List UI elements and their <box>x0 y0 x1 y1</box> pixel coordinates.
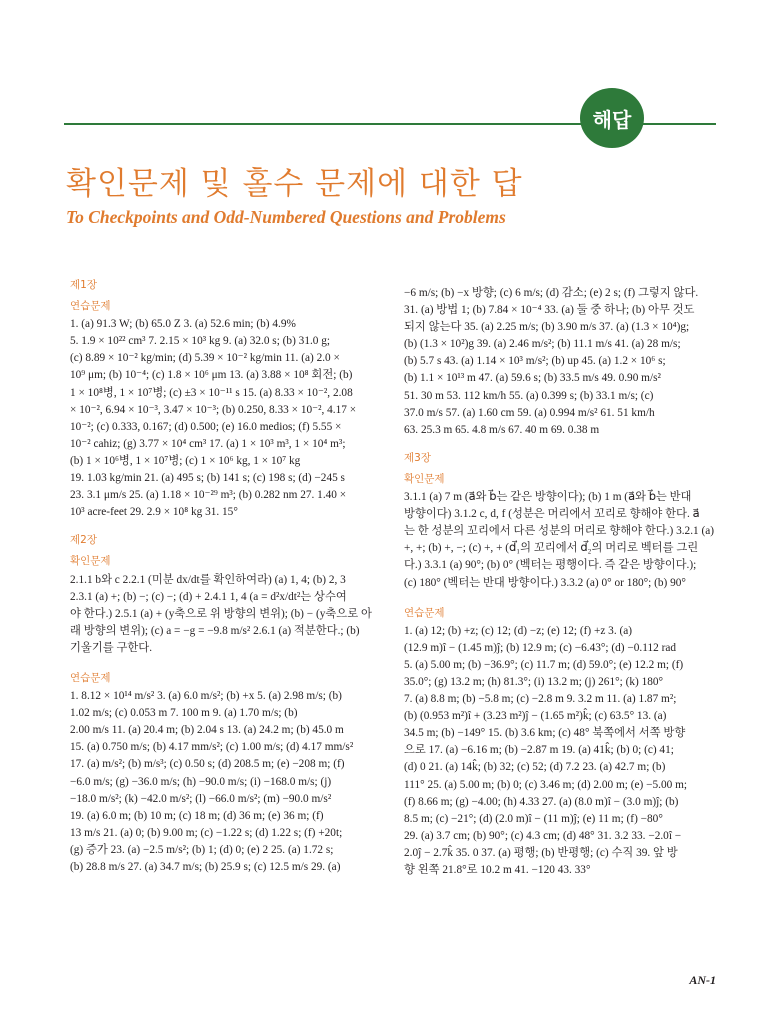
answer-line: 13 m/s 21. (a) 0; (b) 9.00 m; (c) −1.22 s; (d) 1.22 s; (f) +20t; <box>70 826 343 839</box>
chapter-1-heading: 제1장 <box>70 279 97 291</box>
answer-line: (c) 180° (벡터는 반대 방향이다.) 3.3.2 (a) 0° or 180°; (b) 90° <box>404 576 686 589</box>
answer-line: 7. (a) 8.8 m; (b) −5.8 m; (c) −2.8 m 9. 3.2 m 11. (a) 1.87 m²; <box>404 693 677 706</box>
answer-line: 2.00 m/s 11. (a) 20.4 m; (b) 2.04 s 13. (a) 24.2 m; (b) 45.0 m <box>70 724 344 737</box>
answer-line: (b) 1.1 × 10¹³ m 47. (a) 59.6 s; (b) 33.5 m/s 49. 0.90 m/s² <box>404 372 661 385</box>
chapter-1-exercises-heading: 연습문제 <box>70 300 111 313</box>
chapter-2-heading: 제2장 <box>70 534 97 547</box>
answer-line: 35.0°; (g) 13.2 m; (h) 81.3°; (i) 13.2 m; (j) 261°; (k) 180° <box>404 675 664 688</box>
answer-line: 1 × 10⁸병, 1 × 10⁷병; (c) ±3 × 10⁻¹¹ s 15. (a) 8.33 × 10⁻², 2.08 <box>70 386 353 399</box>
page-number: AN-1 <box>689 973 716 987</box>
answer-line: 51. 30 m 53. 112 km/h 55. (a) 0.399 s; (b) 33.1 m/s; (c) <box>404 389 654 402</box>
answer-line: 2.0ĵ − 2.7k̂ 35. 0 37. (a) 평행; (b) 반평행; (c) 수직 39. 앞 방 <box>404 846 678 859</box>
answer-line: −6.0 m/s; (g) −36.0 m/s; (h) −90.0 m/s; (i) −168.0 m/s; (j) <box>70 775 332 788</box>
chapter-2-exercises-continued <box>404 285 716 439</box>
answer-line: 방향이다) 3.1.2 c, d, f (성분은 머리에서 꼬리로 향해야 한다. a⃗ <box>404 508 700 521</box>
answer-line: 1. 8.12 × 10¹⁴ m/s² 3. (a) 6.0 m/s²; (b) +x 5. (a) 2.98 m/s; (b) <box>70 690 342 703</box>
answer-line: 19. 1.03 kg/min 21. (a) 495 s; (b) 141 s; (c) 198 s; (d) −245 s <box>70 472 345 485</box>
answer-line: 10⁹ μm; (b) 10⁻⁴; (c) 1.8 × 10⁶ μm 13. (a) 3.88 × 10⁸ 회전; (b) <box>70 369 353 382</box>
answer-line: 래 방향의 변위); (c) a = −g = −9.8 m/s² 2.6.1 (a) 적분한다.; (b) <box>70 624 360 637</box>
answer-line: 31. (a) 방법 1; (b) 7.84 × 10⁻⁴ 33. (a) 둘 중 하나; (b) 아무 것도 <box>404 304 695 317</box>
answer-line: 되지 않는다 35. (a) 2.25 m/s; (b) 3.90 m/s 37. (a) (1.3 × 10⁴)g; <box>404 321 690 334</box>
right-column <box>404 285 716 879</box>
chapter-3-heading: 제3장 <box>404 451 431 464</box>
answer-line: 29. (a) 3.7 cm; (b) 90°; (c) 4.3 cm; (d) 48° 31. 3.2 33. −2.0î − <box>404 829 682 842</box>
answer-line: 17. (a) m/s²; (b) m/s³; (c) 0.50 s; (d) 208.5 m; (e) −208 m; (f) <box>70 758 345 771</box>
answer-line: (b) 28.8 m/s 27. (a) 34.7 m/s; (b) 25.9 s; (c) 12.5 m/s 29. (a) <box>70 861 341 873</box>
answer-line: (g) 증가 23. (a) −2.5 m/s²; (b) 1; (d) 0; (e) 2 25. (a) 1.72 s; <box>70 843 334 856</box>
answer-line: (b) (1.3 × 10²)g 39. (a) 2.46 m/s²; (b) 11.1 m/s 41. (a) 28 m/s; <box>404 338 681 351</box>
left-column <box>70 277 380 876</box>
answer-line: −18.0 m/s²; (k) −42.0 m/s²; (l) −66.0 m/s²; (m) −90.0 m/s² <box>70 792 332 805</box>
answer-line: 5. 1.9 × 10²² cm³ 7. 2.15 × 10³ kg 9. (a) 32.0 s; (b) 31.0 g; <box>70 335 331 348</box>
answer-line: 15. (a) 0.750 m/s; (b) 4.17 mm/s²; (c) 1.00 m/s; (d) 4.17 mm/s² <box>70 741 354 754</box>
answer-line: 23. 3.1 μm/s 25. (a) 1.18 × 10⁻²⁹ m³; (b) 0.282 nm 27. 1.40 × <box>70 489 347 502</box>
answer-line: −6 m/s; (b) −x 방향; (c) 6 m/s; (d) 감소; (e) 2 s; (f) 그렇지 않다. <box>404 287 699 299</box>
answer-line: 기울기를 구한다. <box>70 641 153 654</box>
answer-line: × 10⁻², 6.94 × 10⁻³, 3.47 × 10⁻³; (b) 0.250, 8.33 × 10⁻², 4.17 × <box>70 403 357 416</box>
answer-line: (b) 5.7 s 43. (a) 1.14 × 10³ m/s²; (b) up 45. (a) 1.2 × 10⁶ s; <box>404 355 666 368</box>
chapter-2-checkpoints-heading: 확인문제 <box>70 555 111 568</box>
chapter-3-exercises <box>404 623 716 879</box>
page-title-korean: 확인문제 및 홀수 문제에 대한 답 <box>66 166 523 202</box>
answer-line: 는 한 성분의 꼬리에서 다른 성분의 머리로 향해야 한다.) 3.2.1 (a) <box>404 525 715 538</box>
answer-line: 10⁻² cahiz; (g) 3.77 × 10⁴ cm³ 17. (a) 1 × 10³ m³, 1 × 10⁴ m³; <box>70 437 346 450</box>
answer-line: 3.1.1 (a) 7 m (a⃗와 b⃗는 같은 방향이다); (b) 1 m (a⃗와 b⃗는 반대 <box>404 491 692 504</box>
answer-line: 야 한다.) 2.5.1 (a) + (y축으로 위 방향의 변위); (b) − (y축으로 아 <box>70 607 372 620</box>
answer-line: (f) 8.66 m; (g) −4.00; (h) 4.33 27. (a) (8.0 m)î − (3.0 m)ĵ; (b) <box>404 795 679 808</box>
answers-badge: 해답 <box>580 88 644 148</box>
chapter-3-checkpoints <box>404 489 716 592</box>
answer-line: 34.5 m; (b) −149° 15. (b) 3.6 km; (c) 48° 북쪽에서 서쪽 방향 <box>404 727 686 740</box>
answer-line: 1. (a) 91.3 W; (b) 65.0 Z 3. (a) 52.6 min; (b) 4.9% <box>70 318 296 331</box>
answer-line: 19. (a) 6.0 m; (b) 10 m; (c) 18 m; (d) 36 m; (e) 36 m; (f) <box>70 809 324 822</box>
answer-line: 2.3.1 (a) +; (b) −; (c) −; (d) + 2.4.1 1, 4 (a = d²x/dt²는 상수여 <box>70 590 347 603</box>
chapter-3-exercises-heading: 연습문제 <box>404 606 445 619</box>
answer-line: 63. 25.3 m 65. 4.8 m/s 67. 40 m 69. 0.38 m <box>404 423 600 436</box>
answer-line: 111° 25. (a) 5.00 m; (b) 0; (c) 3.46 m; (d) 2.00 m; (e) −5.00 m; <box>404 778 688 791</box>
chapter-3-checkpoints-heading: 확인문제 <box>404 472 445 485</box>
answer-line: 8.5 m; (c) −21°; (d) (2.0 m)î − (11 m)ĵ; (e) 11 m; (f) −80° <box>404 812 663 825</box>
answer-line: 37.0 m/s 57. (a) 1.60 cm 59. (a) 0.994 m/s² 61. 51 km/h <box>404 406 655 419</box>
answer-line: (d) 0 21. (a) 14k̂; (b) 32; (c) 52; (d) 7.2 23. (a) 42.7 m; (b) <box>404 761 666 774</box>
chapter-2-exercises <box>70 688 380 876</box>
answer-line: (c) 8.89 × 10⁻² kg/min; (d) 5.39 × 10⁻² kg/min 11. (a) 2.0 × <box>70 352 340 365</box>
answer-line: (b) (0.953 m²)î + (3.23 m²)ĵ − (1.65 m²)k̂; (c) 63.5° 13. (a) <box>404 710 667 723</box>
chapter-1-exercises <box>70 316 380 521</box>
chapter-2-exercises-heading: 연습문제 <box>70 671 111 684</box>
answer-line: (12.9 m)î − (1.45 m)ĵ; (b) 12.9 m; (c) −6.43°; (d) −0.112 rad <box>404 641 677 654</box>
answer-line: 5. (a) 5.00 m; (b) −36.9°; (c) 11.7 m; (d) 59.0°; (e) 12.2 m; (f) <box>404 658 684 671</box>
page-title-english: To Checkpoints and Odd-Numbered Questions and Problems <box>66 207 506 227</box>
answer-line: 1. (a) 12; (b) +z; (c) 12; (d) −z; (e) 12; (f) +z 3. (a) <box>404 624 633 637</box>
answer-line: 10⁻²; (c) 0.333, 0.167; (d) 0.500; (e) 16.0 medios; (f) 5.55 × <box>70 420 342 433</box>
answer-line: 으로 17. (a) −6.16 m; (b) −2.87 m 19. (a) 41k̂; (b) 0; (c) 41; <box>404 744 674 757</box>
answer-line: (b) 1 × 10⁶병, 1 × 10⁷병; (c) 1 × 10⁶ kg, 1 × 10⁷ kg <box>70 454 301 467</box>
chapter-2-checkpoints <box>70 572 380 657</box>
answer-line: +, +; (b) +, −; (c) +, + (d⃗₁의 꼬리에서 d⃗₂의 머리로 벡터를 그린 <box>404 542 699 555</box>
answer-line: 향 왼쪽 21.8°로 10.2 m 41. −120 43. 33° <box>404 864 591 876</box>
answer-line: 2.1.1 b와 c 2.2.1 (미분 dx/dt를 확인하여라) (a) 1, 4; (b) 2, 3 <box>70 573 346 586</box>
answer-line: 다.) 3.3.1 (a) 90°; (b) 0° (벡터는 평행이다. 즉 같은 방향이다.); <box>404 559 697 572</box>
answer-line: 10³ acre-feet 29. 2.9 × 10⁸ kg 31. 15° <box>70 506 238 519</box>
answer-line: 1.02 m/s; (c) 0.053 m 7. 100 m 9. (a) 1.70 m/s; (b) <box>70 707 298 720</box>
